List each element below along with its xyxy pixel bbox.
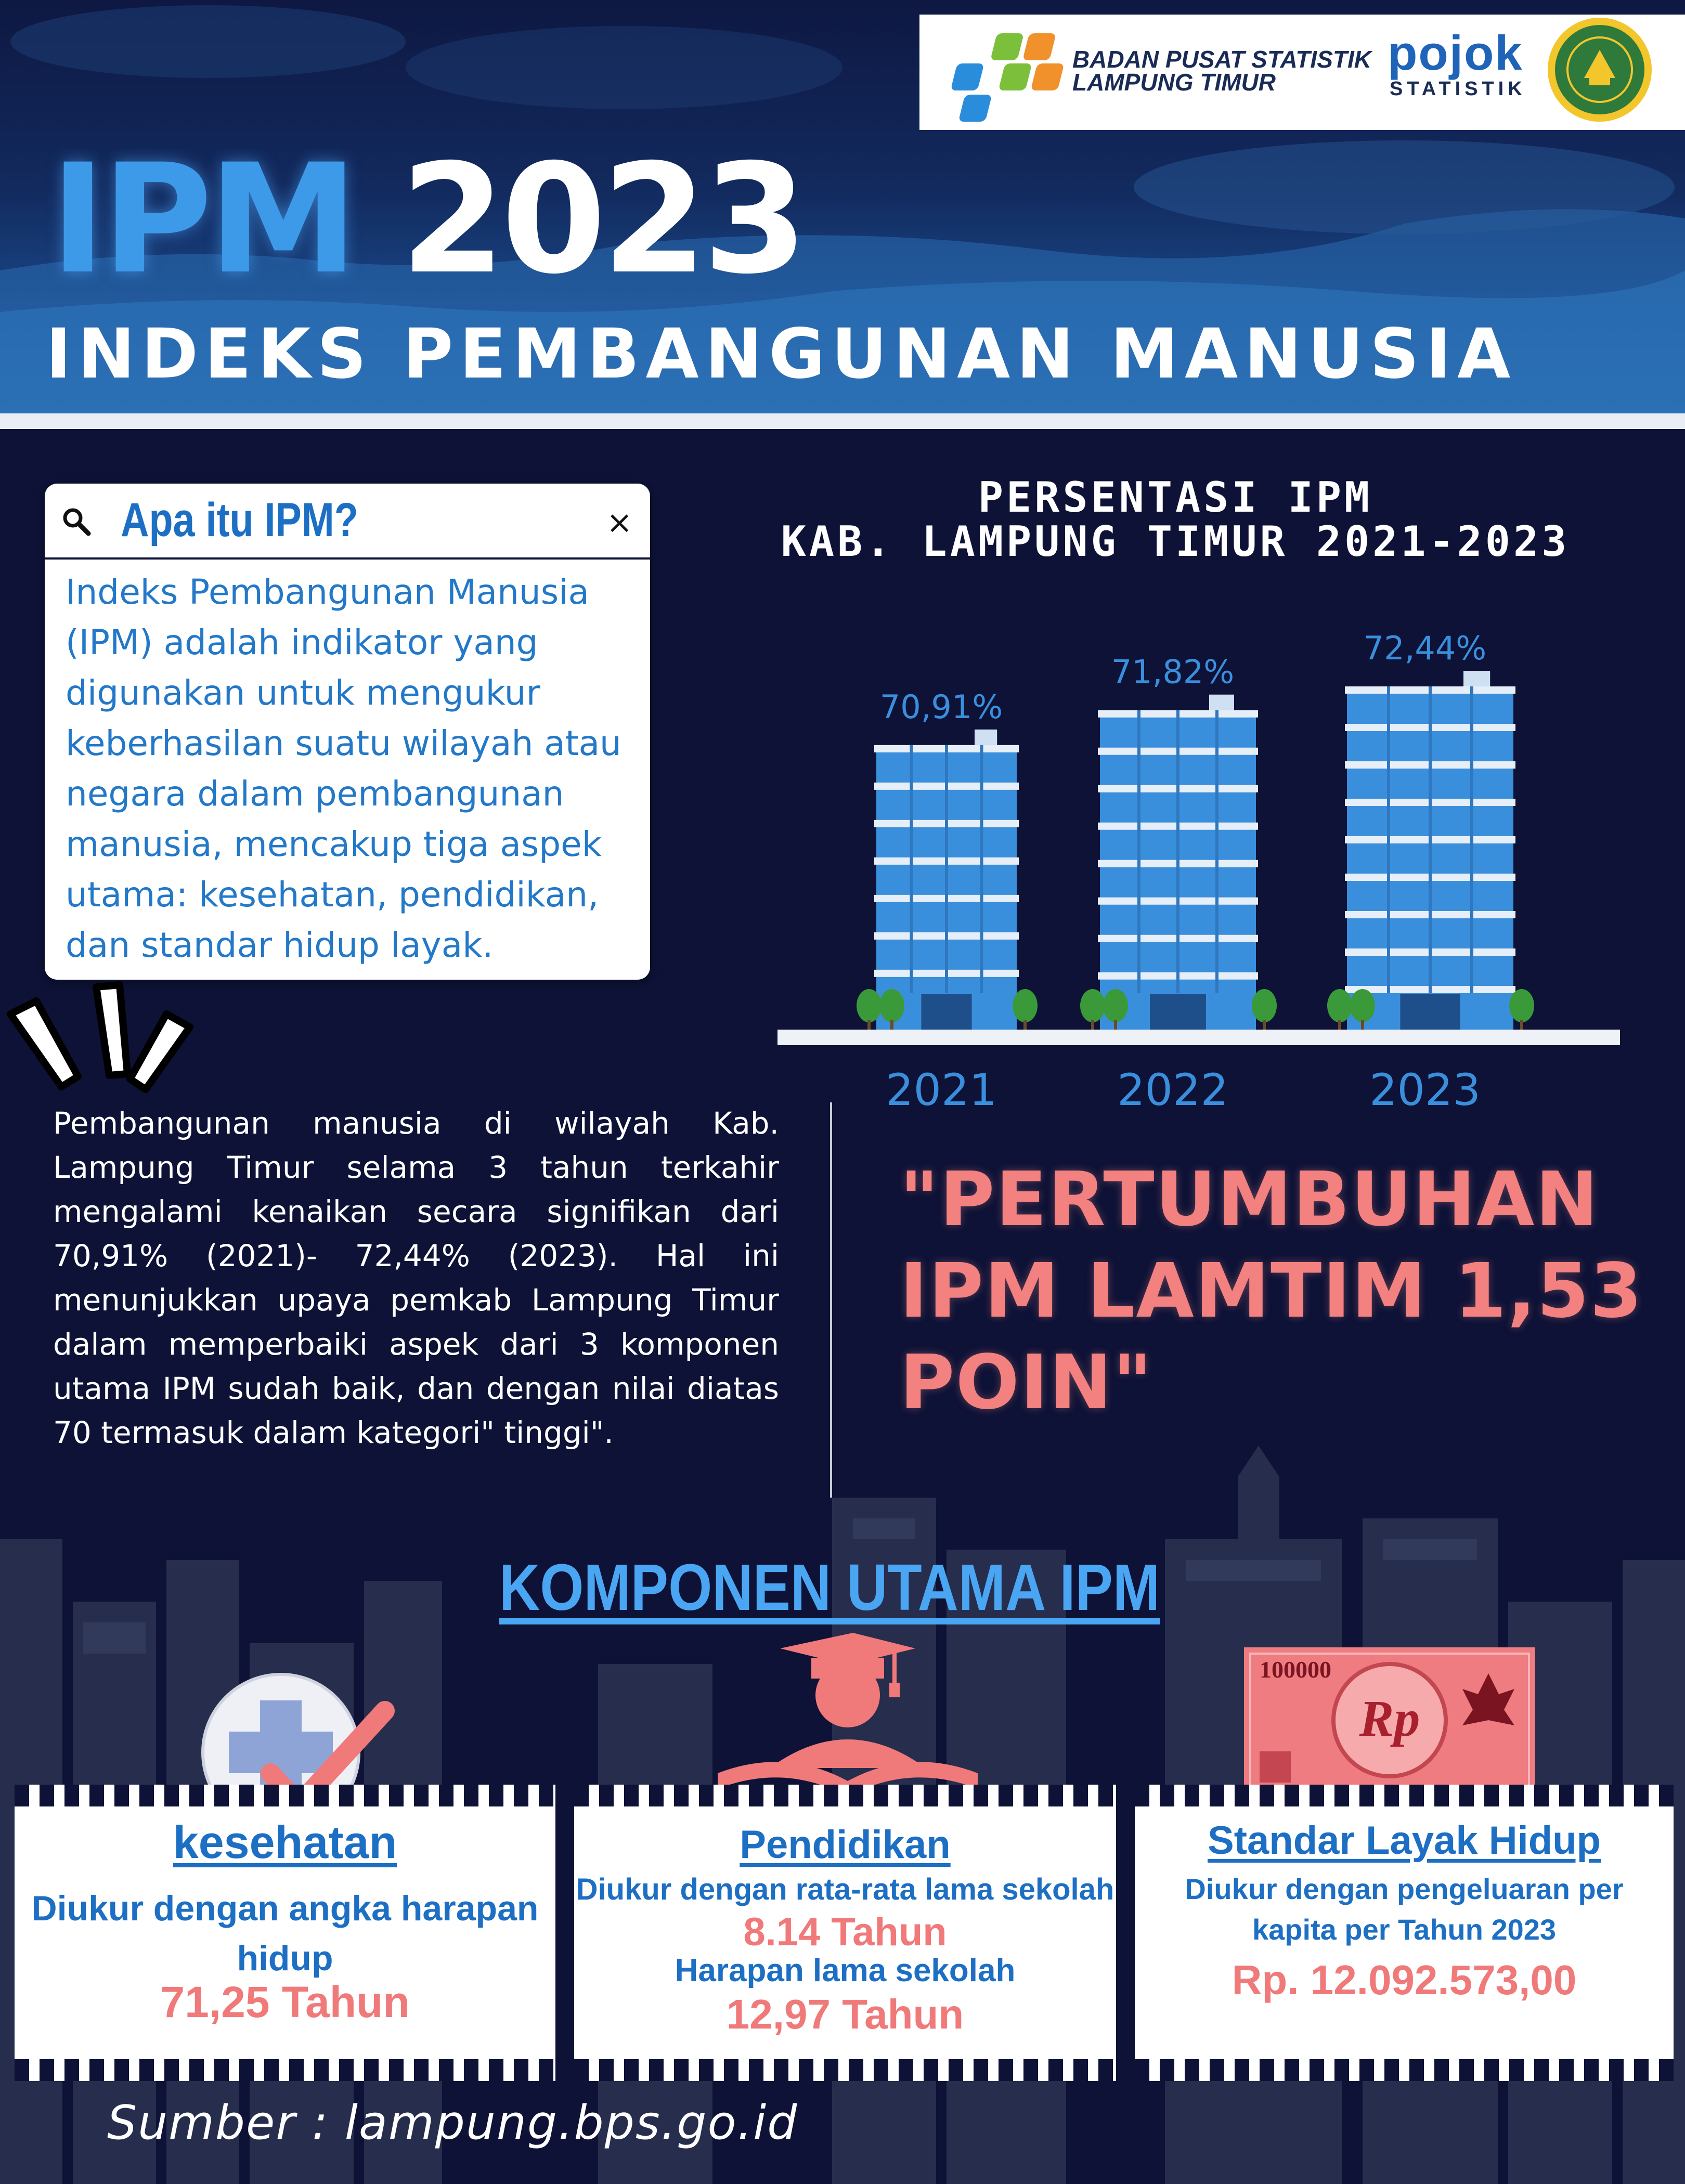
components-title: KOMPONEN UTAMA IPM [499, 1551, 1160, 1624]
tree [1327, 989, 1352, 1022]
burst-decoration [0, 978, 218, 1113]
tree-trunk [867, 1020, 871, 1030]
tree [1013, 989, 1038, 1022]
chart-title-line-2: KAB. LAMPUNG TIMUR 2021-2023 [781, 517, 1570, 566]
category-label-2022: 2022 [1117, 1064, 1228, 1115]
value-label-2021: 70,91% [879, 687, 1003, 726]
bar-building-2022 [1080, 695, 1277, 1030]
card-title-health: kesehatan [173, 1816, 397, 1868]
building-window-divider [1176, 710, 1180, 993]
chart-title-line-1: PERSENTASI IPM [978, 473, 1373, 522]
card-value-living-standard: Rp. 12.092.573,00 [1232, 1957, 1577, 2003]
tree [1080, 989, 1105, 1022]
building-window-divider [910, 745, 913, 993]
building-window-divider [1429, 686, 1432, 993]
film-border-bottom [574, 2059, 1116, 2081]
bps-logo-icon [941, 23, 1077, 122]
source-citation: Sumber : lampung.bps.go.id [107, 2096, 798, 2150]
bar-building-2023 [1327, 671, 1534, 1030]
banknote-icon [1244, 1647, 1535, 1793]
building-window-divider [1470, 686, 1473, 993]
card-title-education: Pendidikan [740, 1823, 951, 1867]
film-border-top [574, 1785, 1116, 1806]
card-value-health: 71,25 Tahun [160, 1978, 410, 2026]
tree-trunk [1023, 1020, 1027, 1030]
pojok-logo-text: pojok [1388, 25, 1523, 80]
tree [1350, 989, 1375, 1022]
tree [879, 989, 904, 1022]
card-value-education-2: 12,97 Tahun [726, 1991, 964, 2037]
growth-quote: "PERTUMBUHAN IPM LAMTIM 1,53 POIN" [900, 1155, 1643, 1426]
title-ipm: IPM [50, 132, 355, 307]
building-window-divider [980, 745, 983, 993]
tree-trunk [1114, 1020, 1117, 1030]
close-icon[interactable]: × [606, 504, 633, 541]
building-roof [1463, 671, 1490, 687]
info-window-title: Apa itu IPM? [121, 493, 358, 547]
component-card-living-standard [1135, 1785, 1674, 2081]
tree [1509, 989, 1534, 1022]
component-card-education [574, 1785, 1116, 2081]
category-label-2021: 2021 [886, 1064, 997, 1115]
org-line-2: LAMPUNG TIMUR [1072, 69, 1276, 96]
university-seal-icon [1546, 16, 1654, 124]
building-entrance [1400, 994, 1460, 1030]
org-line-1: BADAN PUSAT STATISTIK [1072, 46, 1371, 73]
tree-trunk [1361, 1020, 1364, 1030]
statistik-logo-text: STATISTIK [1390, 78, 1526, 100]
category-label-2023: 2023 [1369, 1064, 1481, 1115]
film-border-bottom [15, 2059, 555, 2081]
header-divider [0, 413, 1685, 429]
building-window-divider [1137, 710, 1140, 993]
bps-org-name [1072, 48, 1371, 94]
vertical-divider [830, 1102, 832, 1498]
info-window [45, 484, 650, 980]
building-entrance [1150, 994, 1206, 1030]
card-text-living-standard: Diukur dengan pengeluaran per kapita per Tahun 2023 [1185, 1873, 1624, 1946]
building-window-divider [1215, 710, 1219, 993]
value-label-2023: 72,44% [1363, 629, 1487, 667]
film-border-top [15, 1785, 555, 1806]
tree [1252, 989, 1277, 1022]
tree-trunk [890, 1020, 893, 1030]
building-window-divider [1387, 686, 1390, 993]
ipm-building-chart [775, 598, 1628, 1118]
card-text-education-2: Harapan lama sekolah [675, 1953, 1016, 1988]
building-entrance [921, 994, 971, 1030]
tree-trunk [1263, 1020, 1266, 1030]
tree [857, 989, 882, 1022]
film-border-top [1135, 1785, 1674, 1806]
card-value-education-1: 8.14 Tahun [743, 1910, 947, 1954]
component-card-health [15, 1785, 555, 2081]
card-text-education-1: Diukur dengan rata-rata lama sekolah [576, 1873, 1114, 1906]
search-icon [60, 505, 92, 537]
building-window-divider [945, 745, 948, 993]
building-roof [1209, 695, 1234, 711]
description-paragraph: Pembangunan manusia di wilayah Kab. Lampung Timur selama 3 tahun terkahir mengalami kenaikan secara signifikan dari 70,91% (2021)- 72,44% (2023). Hal ini menunjukkan upaya pemkab Lampung Timur dalam memperbaiki aspek dari 3 komponen utama IPM sudah baik, dan dengan nilai diatas 70 termasuk dalam kategori" tinggi". [53, 1106, 779, 1450]
info-window-titlebar [45, 484, 650, 560]
tree-trunk [1091, 1020, 1094, 1030]
bar-building-2021 [857, 730, 1038, 1030]
info-window-body: Indeks Pembangunan Manusia (IPM) adalah indikator yang digunakan untuk mengukur keberhasilan suatu wilayah atau negara dalam pembangunan manusia, mencakup tiga aspek utama: kesehatan, pendidikan, dan standar hidup layak. [66, 572, 621, 965]
subtitle: INDEKS PEMBANGUNAN MANUSIA [46, 314, 1517, 394]
value-label-2022: 71,82% [1111, 653, 1235, 691]
tree-trunk [1520, 1020, 1523, 1030]
building-roof [975, 730, 997, 746]
tree-trunk [1338, 1020, 1341, 1030]
card-title-living-standard: Standar Layak Hidup [1208, 1818, 1601, 1863]
title-year: 2023 [400, 132, 804, 307]
banknote-symbol: Rp [1359, 1689, 1420, 1747]
banknote-value: 100000 [1260, 1656, 1331, 1683]
card-text-health: Diukur dengan angka harapan hidup [31, 1889, 539, 1978]
tree [1103, 989, 1128, 1022]
chart-ground [777, 1030, 1620, 1045]
film-border-bottom [1135, 2059, 1674, 2081]
